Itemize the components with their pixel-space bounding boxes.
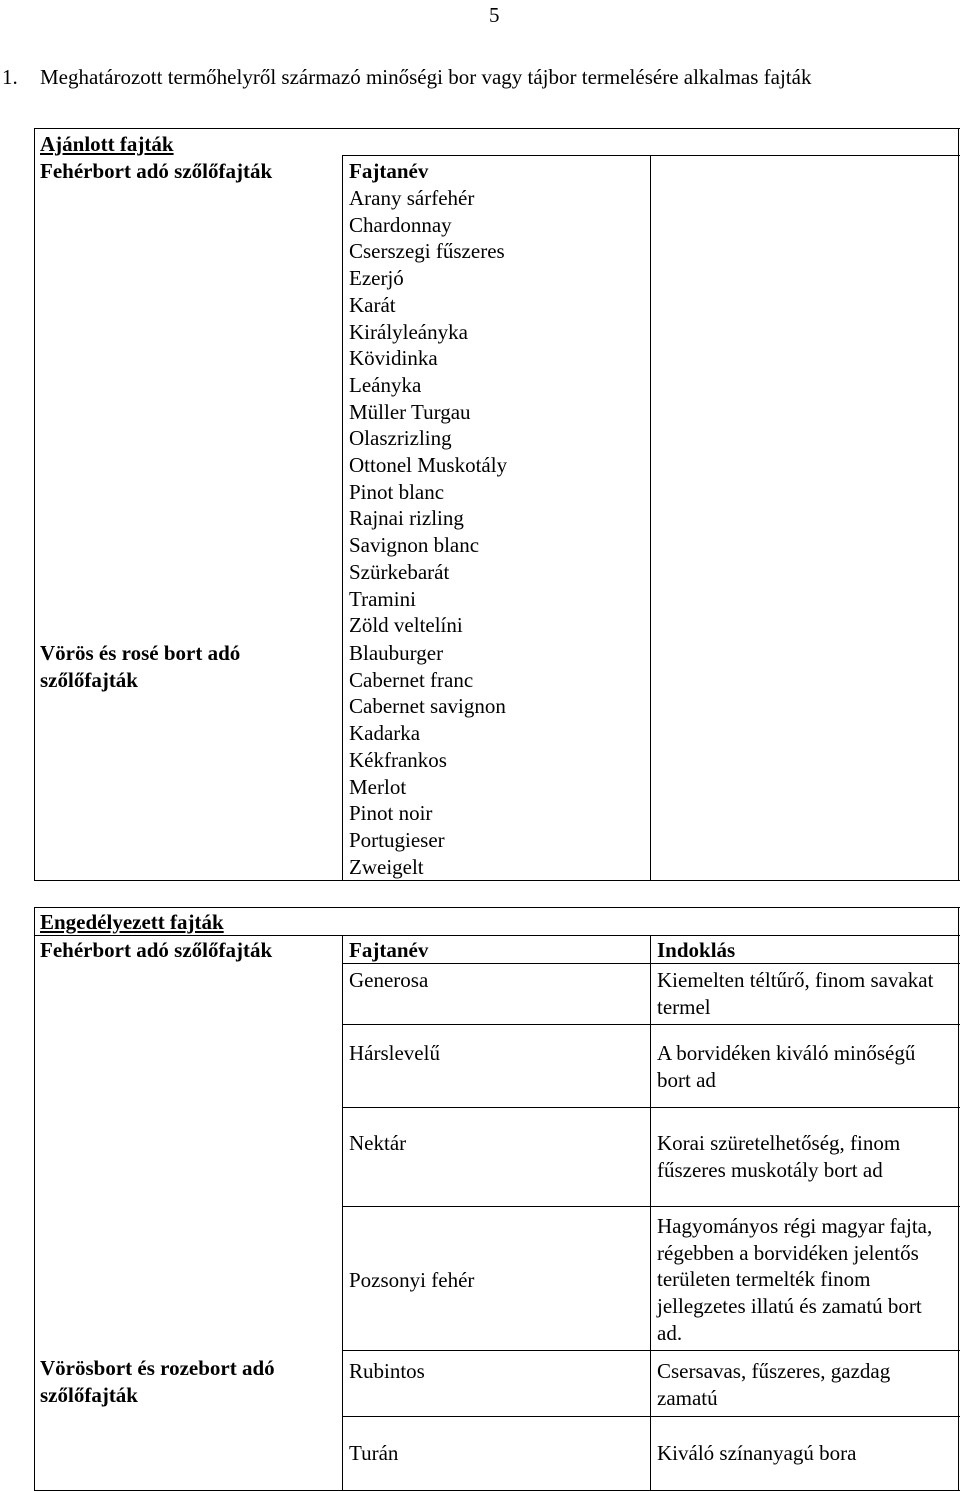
variety-list-item: Kövidinka bbox=[349, 346, 438, 371]
red-rose-grape-label: Vörös és rosé bort adó szőlőfajták bbox=[40, 641, 241, 692]
variety-name: Pozsonyi fehér bbox=[349, 1268, 475, 1292]
variety-reason: Kiemelten téltűrő, finom savakat termel bbox=[657, 968, 934, 1019]
variety-list-item: Ottonel Muskotály bbox=[349, 453, 508, 478]
white-variety-list bbox=[349, 185, 507, 639]
permitted-title: Engedélyezett fajták bbox=[40, 910, 224, 934]
variety-name: Rubintos bbox=[349, 1359, 425, 1383]
variety-name: Turán bbox=[349, 1441, 399, 1465]
page-number: 5 bbox=[489, 3, 500, 27]
variety-list-item: Blauburger bbox=[349, 641, 444, 665]
variety-reason: Kiváló színanyagú bora bbox=[657, 1441, 857, 1465]
red-grape-label-permitted: Vörösbort és rozebort adó szőlőfajták bbox=[40, 1356, 275, 1407]
recommended-title: Ajánlott fajták bbox=[40, 132, 174, 156]
variety-list-item: Merlot bbox=[349, 774, 407, 799]
white-grape-label: Fehérbort adó szőlőfajták bbox=[40, 159, 273, 183]
variety-list-item: Szürkebarát bbox=[349, 559, 450, 584]
reason-header: Indoklás bbox=[657, 938, 736, 962]
white-grape-label-permitted: Fehérbort adó szőlőfajták bbox=[40, 938, 273, 962]
variety-list-item: Kadarka bbox=[349, 721, 421, 746]
variety-list-item: Rajnai rizling bbox=[349, 506, 464, 531]
variety-list-item: Zöld veltelíni bbox=[349, 613, 463, 638]
variety-reason: A borvidéken kiváló minőségű bort ad bbox=[657, 1041, 916, 1092]
variety-list-item: Portugieser bbox=[349, 827, 445, 852]
variety-list-item: Királyleányka bbox=[349, 319, 468, 344]
variety-name: Hárslevelű bbox=[349, 1041, 440, 1065]
variety-name: Nektár bbox=[349, 1131, 407, 1155]
variety-name-header: Fajtanév bbox=[349, 159, 429, 183]
variety-list-item: Arany sárfehér bbox=[349, 186, 475, 210]
variety-list-item: Cabernet savignon bbox=[349, 694, 506, 719]
section-heading: Meghatározott termőhelyről származó minőségi bor vagy tájbor termelésére alkalmas fajták bbox=[40, 65, 812, 89]
variety-list-item: Cserszegi fűszeres bbox=[349, 239, 505, 264]
variety-list-item: Pinot noir bbox=[349, 801, 433, 826]
variety-list-item: Pinot blanc bbox=[349, 479, 445, 504]
variety-list-item: Ezerjó bbox=[349, 266, 404, 291]
variety-list-item: Kékfrankos bbox=[349, 747, 447, 772]
variety-name-header-permitted: Fajtanév bbox=[349, 938, 429, 962]
variety-name: Generosa bbox=[349, 968, 429, 992]
variety-list-item: Savignon blanc bbox=[349, 533, 480, 558]
variety-list-item: Chardonnay bbox=[349, 212, 452, 237]
variety-list-item: Cabernet franc bbox=[349, 667, 474, 692]
variety-reason: Csersavas, fűszeres, gazdag zamatú bbox=[657, 1359, 891, 1410]
variety-list-item: Zweigelt bbox=[349, 854, 424, 879]
variety-list-item: Karát bbox=[349, 292, 396, 317]
variety-list-item: Olaszrizling bbox=[349, 426, 452, 451]
variety-list-item: Müller Turgau bbox=[349, 399, 471, 424]
red-variety-list bbox=[349, 640, 506, 880]
variety-reason: Korai szüretelhetőség, finom fűszeres muskotály bort ad bbox=[657, 1131, 901, 1182]
variety-list-item: Leányka bbox=[349, 372, 422, 397]
variety-reason: Hagyományos régi magyar fajta, régebben a borvidéken jelentős területen termelték finom jellegzetes illatú és zamatú bort ad. bbox=[657, 1214, 933, 1345]
variety-list-item: Tramini bbox=[349, 586, 416, 611]
section-number: 1. bbox=[2, 65, 18, 89]
